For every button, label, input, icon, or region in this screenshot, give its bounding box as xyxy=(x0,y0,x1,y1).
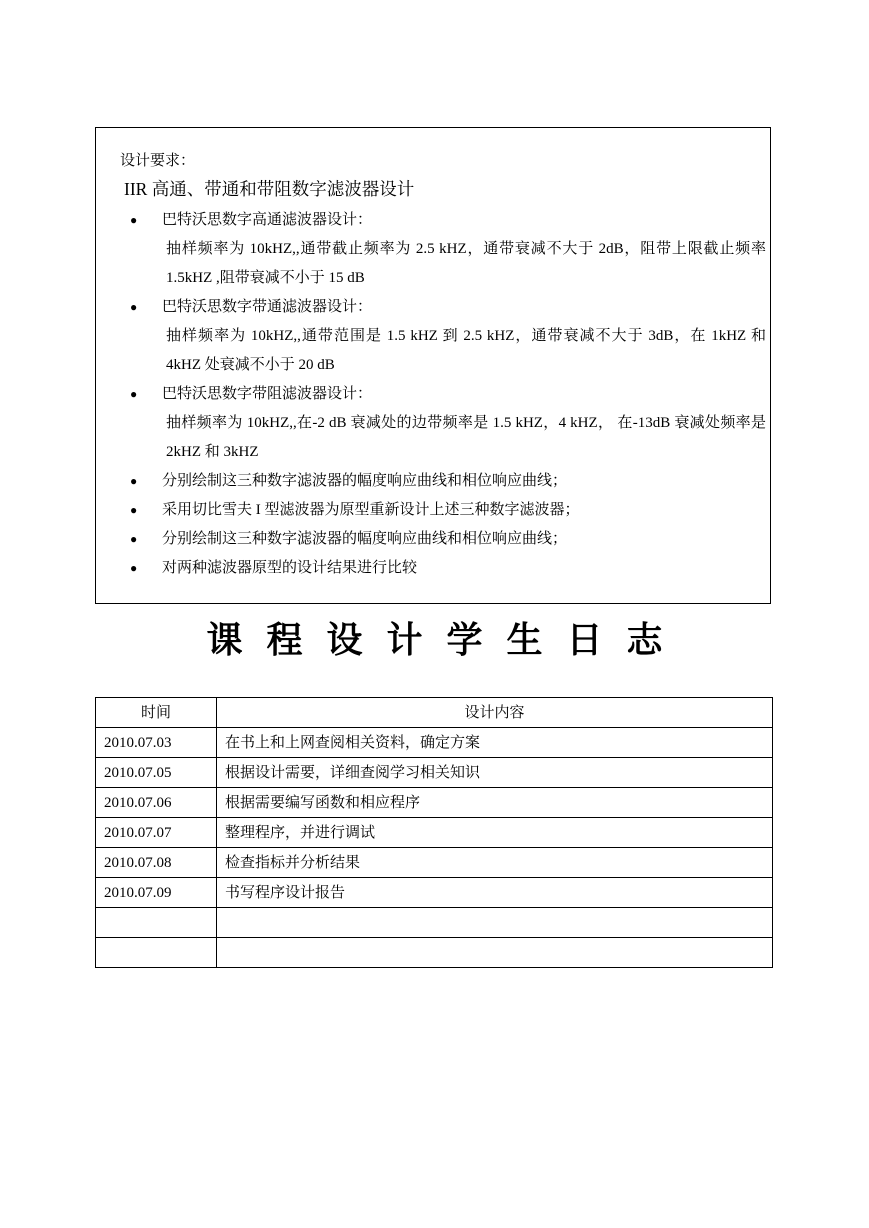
content-cell xyxy=(217,908,773,938)
requirement-detail: 抽样频率为 10kHZ,,在-2 dB 衰减处的边带频率是 1.5 kHZ，4 kHZ， 在-13dB 衰减处频率是 2kHZ 和 3kHZ xyxy=(166,415,766,460)
requirement-item xyxy=(96,206,772,293)
requirements-list xyxy=(96,206,772,583)
date-cell: 2010.07.09 xyxy=(96,878,217,908)
requirements-heading: 设计要求： xyxy=(120,153,196,169)
content-cell: 根据设计需要，详细查阅学习相关知识 xyxy=(217,758,773,788)
content-cell xyxy=(217,938,773,968)
content-cell: 检查指标并分析结果 xyxy=(217,848,773,878)
date-cell xyxy=(96,908,217,938)
bullet-icon: ● xyxy=(130,503,138,517)
requirement-item xyxy=(96,380,772,467)
date-cell: 2010.07.08 xyxy=(96,848,217,878)
table-row xyxy=(96,758,773,788)
date-cell xyxy=(96,938,217,968)
student-log-title: 课程设计学生日志 xyxy=(206,620,687,661)
table-row xyxy=(96,908,773,938)
date-cell: 2010.07.03 xyxy=(96,728,217,758)
bullet-icon: ● xyxy=(130,474,138,488)
bullet-icon: ● xyxy=(130,213,138,227)
time-column-header: 时间 xyxy=(96,698,217,728)
requirement-label: 分别绘制这三种数字滤波器的幅度响应曲线和相位响应曲线； xyxy=(162,531,568,547)
table-row xyxy=(96,848,773,878)
requirement-label: 对两种滤波器原型的设计结果进行比较 xyxy=(162,560,418,576)
requirement-label: 巴特沃思数字带通滤波器设计： xyxy=(162,299,373,315)
date-cell: 2010.07.06 xyxy=(96,788,217,818)
date-cell: 2010.07.07 xyxy=(96,818,217,848)
table-row xyxy=(96,878,773,908)
requirement-label: 巴特沃思数字高通滤波器设计： xyxy=(162,212,373,228)
design-requirements-box xyxy=(95,127,771,604)
requirement-item xyxy=(96,293,772,380)
content-cell: 根据需要编写函数和相应程序 xyxy=(217,788,773,818)
bullet-icon: ● xyxy=(130,387,138,401)
content-cell: 书写程序设计报告 xyxy=(217,878,773,908)
requirement-label: 巴特沃思数字带阻滤波器设计： xyxy=(162,386,373,402)
content-cell: 整理程序，并进行调试 xyxy=(217,818,773,848)
table-row xyxy=(96,728,773,758)
requirement-item xyxy=(96,554,772,583)
content-column-header: 设计内容 xyxy=(217,698,773,728)
requirement-label: 采用切比雪夫 I 型滤波器为原型重新设计上述三种数字滤波器； xyxy=(162,502,580,518)
requirement-item xyxy=(96,467,772,496)
student-log-table xyxy=(95,697,773,968)
bullet-icon: ● xyxy=(130,532,138,546)
requirement-item xyxy=(96,525,772,554)
requirement-detail: 抽样频率为 10kHZ,,通带范围是 1.5 kHZ 到 2.5 kHZ，通带衰减不大于 3dB，在 1kHZ 和 4kHZ 处衰减不小于 20 dB xyxy=(166,328,766,373)
content-cell: 在书上和上网查阅相关资料，确定方案 xyxy=(217,728,773,758)
requirement-detail: 抽样频率为 10kHZ,,通带截止频率为 2.5 kHZ，通带衰减不大于 2dB，阻带上限截止频率 1.5kHZ ,阻带衰减不小于 15 dB xyxy=(166,241,766,286)
bullet-icon: ● xyxy=(130,561,138,575)
table-row xyxy=(96,938,773,968)
requirement-item xyxy=(96,496,772,525)
requirement-label: 分别绘制这三种数字滤波器的幅度响应曲线和相位响应曲线； xyxy=(162,473,568,489)
table-row xyxy=(96,818,773,848)
requirements-title: IIR 高通、带通和带阻数字滤波器设计 xyxy=(124,179,415,199)
table-row xyxy=(96,788,773,818)
table-header-row xyxy=(96,698,773,728)
date-cell: 2010.07.05 xyxy=(96,758,217,788)
bullet-icon: ● xyxy=(130,300,138,314)
